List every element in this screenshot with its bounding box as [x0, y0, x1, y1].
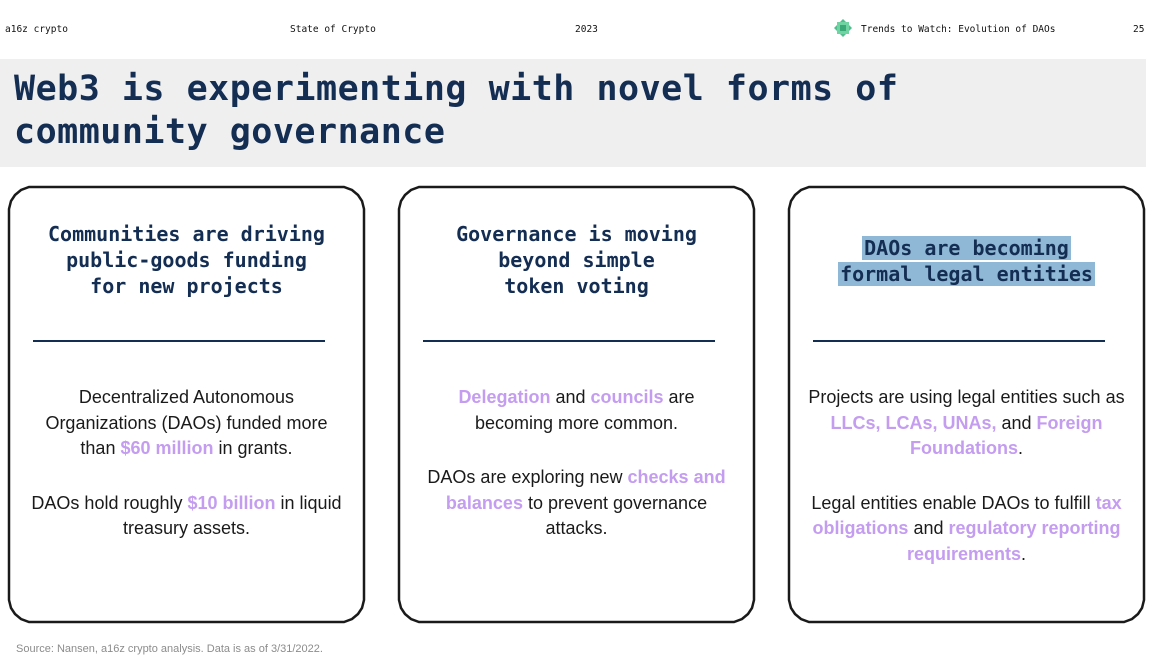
card-legal-entities — [787, 185, 1146, 624]
paragraph-text: and — [550, 387, 591, 407]
page-title-line-2: community governance — [14, 112, 446, 152]
card-heading-line: beyond simple — [498, 248, 655, 272]
section-label: Trends to Watch: Evolution of DAOs — [861, 24, 1056, 35]
card-divider — [813, 340, 1105, 342]
selected-text[interactable]: DAOs are becoming — [864, 236, 1069, 260]
paragraph-text: DAOs hold roughly — [31, 492, 188, 513]
page-title-line-1: Web3 is experimenting with novel forms of — [14, 69, 899, 109]
card-heading-line: Communities are driving — [48, 222, 325, 246]
card-paragraph — [807, 491, 1126, 568]
card-governance — [397, 185, 756, 624]
card-paragraph — [807, 385, 1126, 462]
paragraph-text: . — [1021, 543, 1027, 564]
card-heading-line: public-goods funding — [66, 248, 307, 272]
highlighted-term: tax obligations — [812, 492, 1122, 538]
report-label: State of Crypto — [290, 24, 376, 35]
page-title — [14, 68, 1014, 154]
card-heading-line: Governance is moving — [456, 222, 697, 246]
card-heading[interactable] — [787, 235, 1146, 287]
highlighted-figure: $60 million — [120, 438, 214, 458]
highlighted-term: LLCs, LCAs, UNAs, — [830, 412, 997, 433]
card-heading-line: for new projects — [90, 274, 283, 298]
card-funding — [7, 185, 366, 624]
card-heading-line: token voting — [504, 274, 649, 298]
highlighted-term: councils — [590, 387, 664, 407]
paragraph-text: . — [1017, 438, 1023, 458]
diamond-icon — [834, 19, 852, 37]
card-heading-line — [787, 261, 1146, 287]
year-label: 2023 — [575, 24, 598, 35]
paragraph-text: Legal entities enable DAOs to fulfill — [811, 492, 1096, 513]
paragraph-text: to prevent governance attacks. — [522, 492, 708, 538]
card-heading-line — [787, 235, 1146, 261]
page-number: 25 — [1133, 24, 1145, 35]
top-bar — [0, 24, 1167, 38]
highlighted-term: Foreign Foundations — [910, 412, 1103, 458]
paragraph-text: and — [996, 412, 1037, 433]
card-paragraph — [417, 465, 736, 542]
card-divider — [33, 340, 325, 342]
card-paragraph — [27, 385, 346, 462]
card-divider — [423, 340, 715, 342]
card-heading — [7, 221, 366, 299]
paragraph-text: Decentralized Autonomous Organizations (DAOs) funded more than — [45, 387, 328, 458]
card-paragraph — [27, 491, 346, 542]
card-body — [27, 385, 346, 571]
highlighted-term: Delegation — [458, 387, 551, 407]
brand-label: a16z crypto — [5, 24, 68, 35]
paragraph-text: in liquid treasury assets. — [122, 492, 342, 538]
card-body — [807, 385, 1126, 596]
highlighted-term: regulatory reporting requirements — [906, 518, 1121, 564]
card-body — [417, 385, 736, 571]
paragraph-text: in grants. — [213, 438, 293, 458]
paragraph-text: DAOs are exploring new — [427, 467, 628, 487]
paragraph-text: are becoming more common. — [474, 387, 695, 433]
selected-text[interactable]: formal legal entities — [840, 262, 1093, 286]
highlighted-figure: $10 billion — [187, 492, 276, 513]
card-paragraph — [417, 385, 736, 436]
paragraph-text: and — [908, 518, 949, 538]
paragraph-text: Projects are using legal entities such as — [808, 387, 1125, 407]
source-note: Source: Nansen, a16z crypto analysis. Data is as of 3/31/2022. — [16, 643, 323, 655]
card-heading — [397, 221, 756, 299]
highlighted-term: checks and balances — [445, 467, 726, 513]
